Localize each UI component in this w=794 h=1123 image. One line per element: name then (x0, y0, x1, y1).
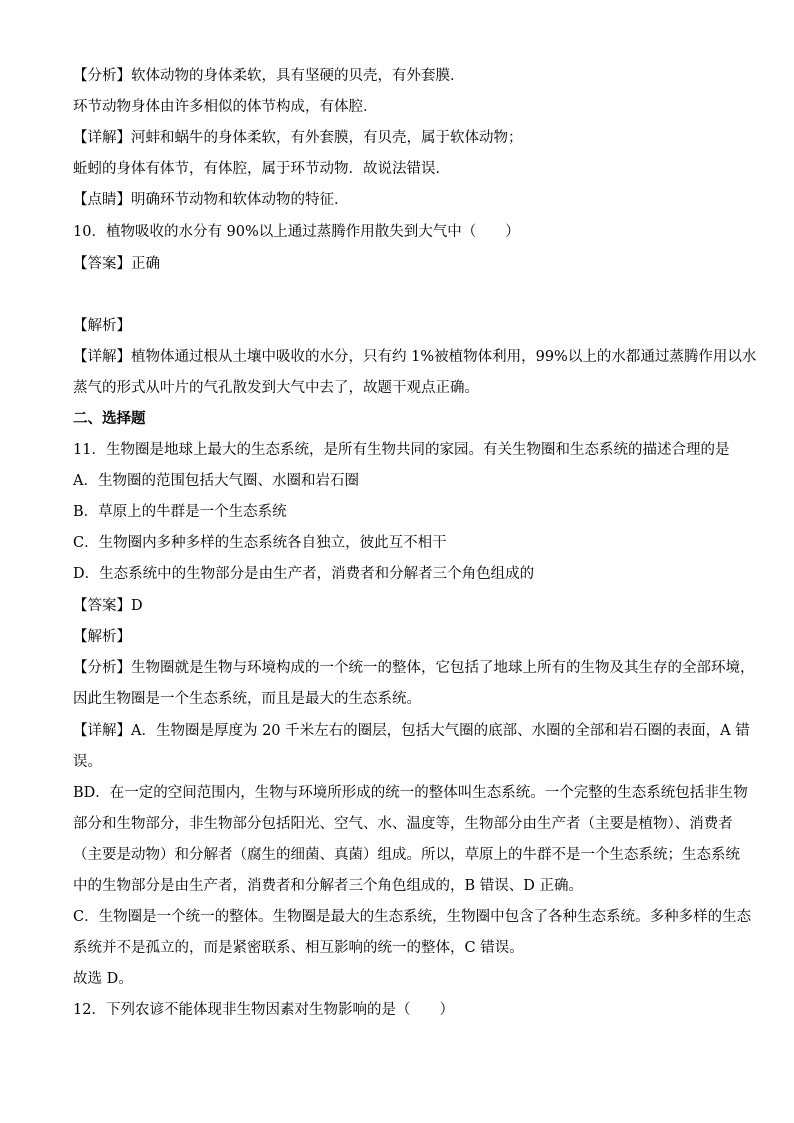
section-title: 二、选择题 (73, 410, 146, 427)
q10-stem: 10．植物吸收的水分有 90%以上通过蒸腾作用散失到大气中（ ） (73, 224, 520, 240)
q11-c-line-1: C．生物圈是一个统一的整体。生物圈是最大的生态系统，生物圈中包含了各种生态系统。多种多样的生态 (73, 909, 752, 925)
q10-detail-line-2: 蒸气的形式从叶片的气孔散发到大气中去了，故题干观点正确。 (73, 380, 479, 396)
q11-option-b: B．草原上的牛群是一个生态系统 (73, 504, 287, 520)
detail-tag: 【详解】 (73, 723, 131, 739)
detail-text: 植物体通过根从土壤中吸收的水分，只有约 1%被植物体利用，99%以上的水都通过蒸腾作用以水 (131, 349, 757, 365)
q11-stem: 11．生物圈是地球上最大的生态系统，是所有生物共同的家园。有关生物圈和生态系统的描述合理的是 (73, 442, 730, 458)
q11-bd-line-1: BD．在一定的空间范围内，生物与环境所形成的统一的整体叫生态系统。一个完整的生态系统包括非生物 (73, 785, 748, 801)
q10-answer-line (73, 254, 160, 274)
q9-point-line (73, 190, 349, 210)
detail-tag: 【详解】 (73, 130, 131, 146)
analysis-text: 生物圈就是生物与环境构成的一个统一的整体，它包括了地球上所有的生物及其生存的全部环境， (131, 660, 755, 676)
q10-detail-line-1 (73, 347, 756, 367)
q11-detail-line-2: 误。 (73, 754, 102, 770)
q11-choose: 故选 D。 (73, 971, 133, 987)
point-text: 明确环节动物和软体动物的特征． (131, 192, 349, 208)
point-tag: 【点睛】 (73, 192, 131, 208)
q11-detail-line-1 (73, 721, 750, 741)
q11-option-a: A．生物圈的范围包括大气圈、水圈和岩石圈 (73, 473, 359, 489)
analysis-text: 软体动物的身体柔软，具有坚硬的贝壳，有外套膜． (131, 68, 465, 84)
answer-tag: 【答案】 (73, 256, 131, 272)
answer-value: 正确 (131, 256, 160, 272)
q11-option-d: D．生态系统中的生物部分是由生产者，消费者和分解者三个角色组成的 (73, 566, 535, 582)
detail-tag: 【详解】 (73, 349, 131, 365)
detail-text: 河蚌和蜗牛的身体柔软，有外套膜，有贝壳，属于软体动物； (131, 130, 523, 146)
q9-analysis-line-2: 环节动物身体由许多相似的体节构成，有体腔． (73, 99, 378, 115)
q11-answer-line (73, 596, 143, 616)
analysis-tag: 【分析】 (73, 68, 131, 84)
q10-jiexi-tag: 【解析】 (73, 318, 131, 334)
detail-text: A．生物圈是厚度为 20 千米左右的圈层，包括大气圈的底部、水圈的全部和岩石圈的表面，A 错 (131, 723, 750, 739)
q11-bd-line-4: 中的生物部分是由生产者，消费者和分解者三个角色组成的，B 错误、D 正确。 (73, 878, 583, 894)
q12-stem: 12．下列农谚不能体现非生物因素对生物影响的是（ ） (73, 1002, 454, 1018)
q9-detail-line-2: 蚯蚓的身体有体节，有体腔，属于环节动物．故说法错误． (73, 161, 450, 177)
q9-detail-line-1 (73, 128, 523, 148)
q11-analysis-line-2: 因此生物圈是一个生态系统，而且是最大的生态系统。 (73, 691, 421, 707)
q11-jiexi-tag: 【解析】 (73, 629, 131, 645)
analysis-tag: 【分析】 (73, 660, 131, 676)
q11-c-line-2: 系统并不是孤立的，而是紧密联系、相互影响的统一的整体，C 错误。 (73, 940, 524, 956)
answer-value: D (131, 598, 143, 614)
q11-bd-line-3: （主要是动物）和分解者（腐生的细菌、真菌）组成。所以，草原上的牛群不是一个生态系统；生态系统 (73, 847, 740, 863)
q9-analysis-line-1 (73, 66, 465, 86)
answer-tag: 【答案】 (73, 598, 131, 614)
q11-bd-line-2: 部分和生物部分，非生物部分包括阳光、空气、水、温度等，生物部分由生产者（主要是植物）、消费者 (73, 816, 733, 832)
q11-option-c: C．生物圈内多种多样的生态系统各自独立，彼此互不相干 (73, 535, 447, 551)
q11-analysis-line-1 (73, 658, 755, 678)
